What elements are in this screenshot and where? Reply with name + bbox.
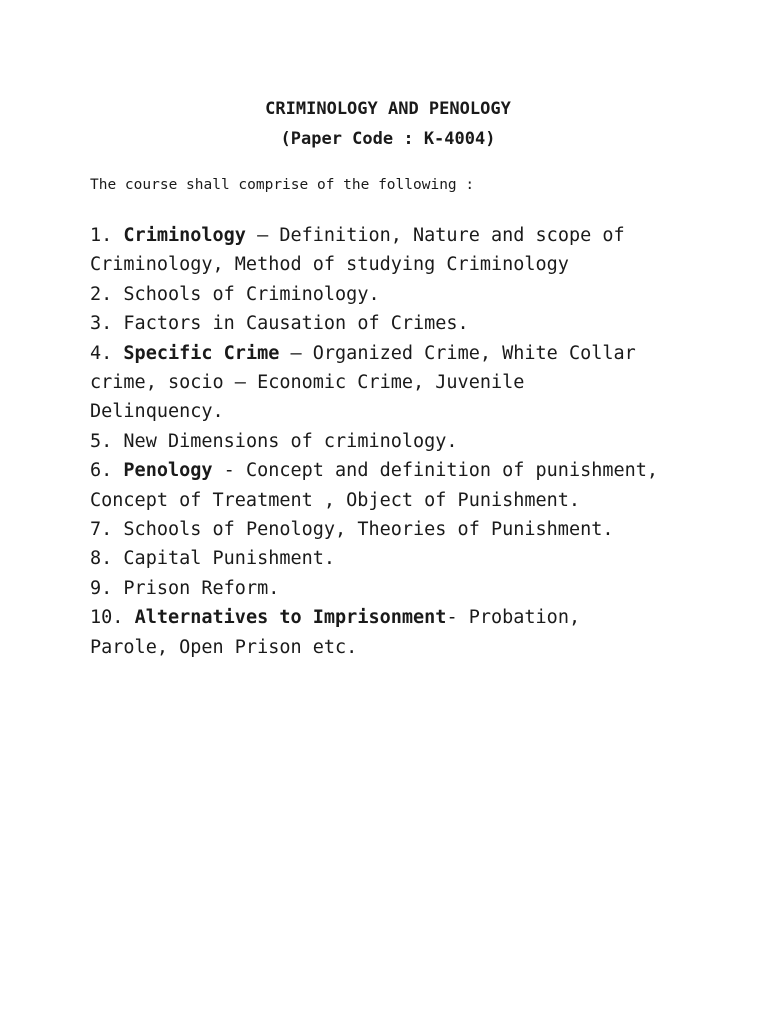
- list-item-4-continuation: crime, socio – Economic Crime, Juvenile: [90, 372, 525, 394]
- item-number: 3.: [90, 313, 124, 335]
- intro-text: The course shall comprise of the following :: [90, 177, 475, 193]
- item-text: – Organized Crime, White Collar: [279, 342, 636, 364]
- list-item-9: [90, 574, 690, 603]
- item-text: Prison Reform.: [123, 577, 280, 599]
- list-item-4: [90, 339, 690, 368]
- list-item-5: [90, 427, 690, 456]
- item-number: 8.: [90, 548, 124, 570]
- item-number: 10.: [90, 607, 135, 629]
- item-number: 6.: [90, 460, 124, 482]
- item-number: 2.: [90, 283, 124, 305]
- list-item-1-continuation: Criminology, Method of studying Criminology: [90, 254, 569, 276]
- list-item-10-continuation: Parole, Open Prison etc.: [90, 636, 358, 658]
- item-text: - Probation,: [446, 607, 581, 629]
- item-heading: Criminology: [123, 225, 246, 246]
- item-heading: Specific Crime: [123, 342, 280, 364]
- item-text: Factors in Causation of Crimes.: [123, 313, 469, 335]
- item-heading: Alternatives to Imprisonment: [134, 607, 447, 629]
- list-item-10: [90, 603, 690, 632]
- list-item-3: [90, 309, 690, 338]
- item-number: 4.: [90, 342, 124, 364]
- list-item-4-continuation-2: Delinquency.: [90, 401, 224, 423]
- list-item-6: [90, 456, 690, 485]
- list-item-8: [90, 544, 690, 573]
- list-item-1: [90, 221, 690, 250]
- document-header: [0, 94, 768, 154]
- item-number: 9.: [90, 577, 124, 599]
- document-title: CRIMINOLOGY AND PENOLOGY: [265, 99, 511, 119]
- item-text: – Definition, Nature and scope of: [245, 225, 625, 246]
- syllabus-list: [90, 221, 690, 662]
- item-number: 5.: [90, 430, 124, 452]
- list-item-2: [90, 280, 690, 309]
- item-number: 1.: [90, 225, 124, 246]
- paper-code: (Paper Code : K-4004): [280, 129, 496, 149]
- item-heading: Penology: [123, 460, 213, 482]
- item-text: Schools of Criminology.: [123, 283, 380, 305]
- item-number: 7.: [90, 519, 124, 541]
- item-text: New Dimensions of criminology.: [123, 430, 458, 452]
- item-text: Schools of Penology, Theories of Punishment.: [123, 519, 614, 541]
- list-item-6-continuation: Concept of Treatment , Object of Punishment.: [90, 489, 581, 511]
- item-text: - Concept and definition of punishment,: [212, 460, 659, 482]
- item-text: Capital Punishment.: [123, 548, 336, 570]
- list-item-7: [90, 515, 690, 544]
